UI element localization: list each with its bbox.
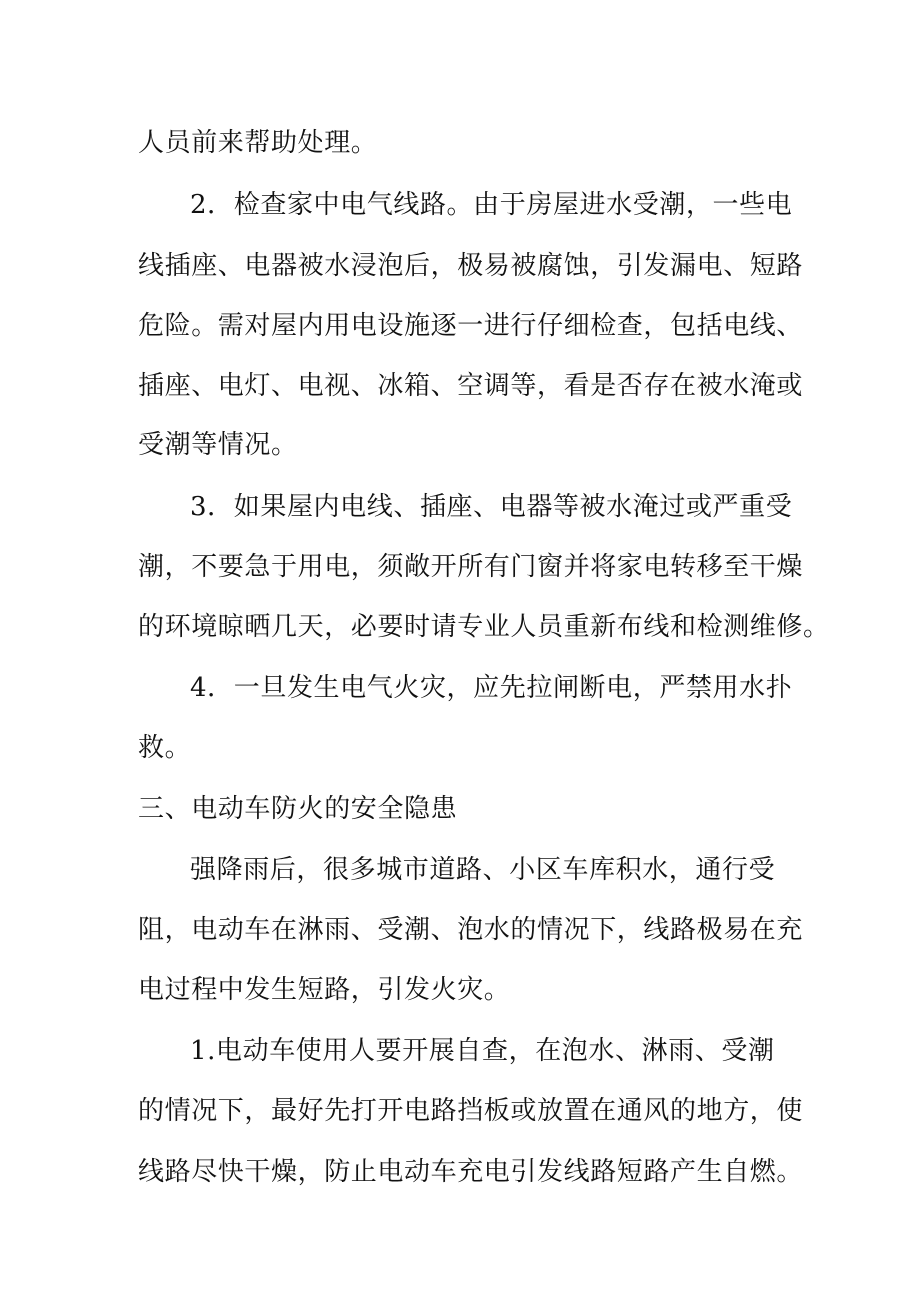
text-line: 2．检查家中电气线路。由于房屋进水受潮，一些电 (190, 190, 793, 220)
text-line: 危险。需对屋内用电设施逐一进行仔细检查，包括电线、 (138, 311, 804, 341)
text-line: 1.电动车使用人要开展自查，在泡水、淋雨、受潮 (190, 1036, 775, 1066)
text-line: 的情况下，最好先打开电路挡板或放置在通风的地方，使 (138, 1096, 804, 1126)
text-line: 救。 (138, 733, 192, 763)
text-line: 3．如果屋内电线、插座、电器等被水淹过或严重受 (190, 492, 793, 522)
text-line: 强降雨后，很多城市道路、小区车库积水，通行受 (190, 855, 776, 885)
text-line: 受潮等情况。 (138, 430, 298, 460)
text-line: 线插座、电器被水浸泡后，极易被腐蚀，引发漏电、短路 (138, 251, 804, 281)
text-line: 4．一旦发生电气火灾，应先拉闸断电，严禁用水扑 (190, 673, 793, 703)
text-line: 阻，电动车在淋雨、受潮、泡水的情况下，线路极易在充 (138, 915, 804, 945)
text-line: 的环境晾晒几天，必要时请专业人员重新布线和检测维修。 (138, 612, 830, 642)
text-line: 潮，不要急于用电，须敞开所有门窗并将家电转移至干燥 (138, 552, 804, 582)
text-line: 插座、电灯、电视、冰箱、空调等，看是否存在被水淹或 (138, 371, 804, 401)
section-heading: 三、电动车防火的安全隐患 (138, 794, 458, 824)
text-line: 线路尽快干燥，防止电动车充电引发线路短路产生自燃。 (138, 1157, 804, 1187)
text-line: 电过程中发生短路，引发火灾。 (138, 975, 511, 1005)
text-line: 人员前来帮助处理。 (138, 128, 378, 158)
